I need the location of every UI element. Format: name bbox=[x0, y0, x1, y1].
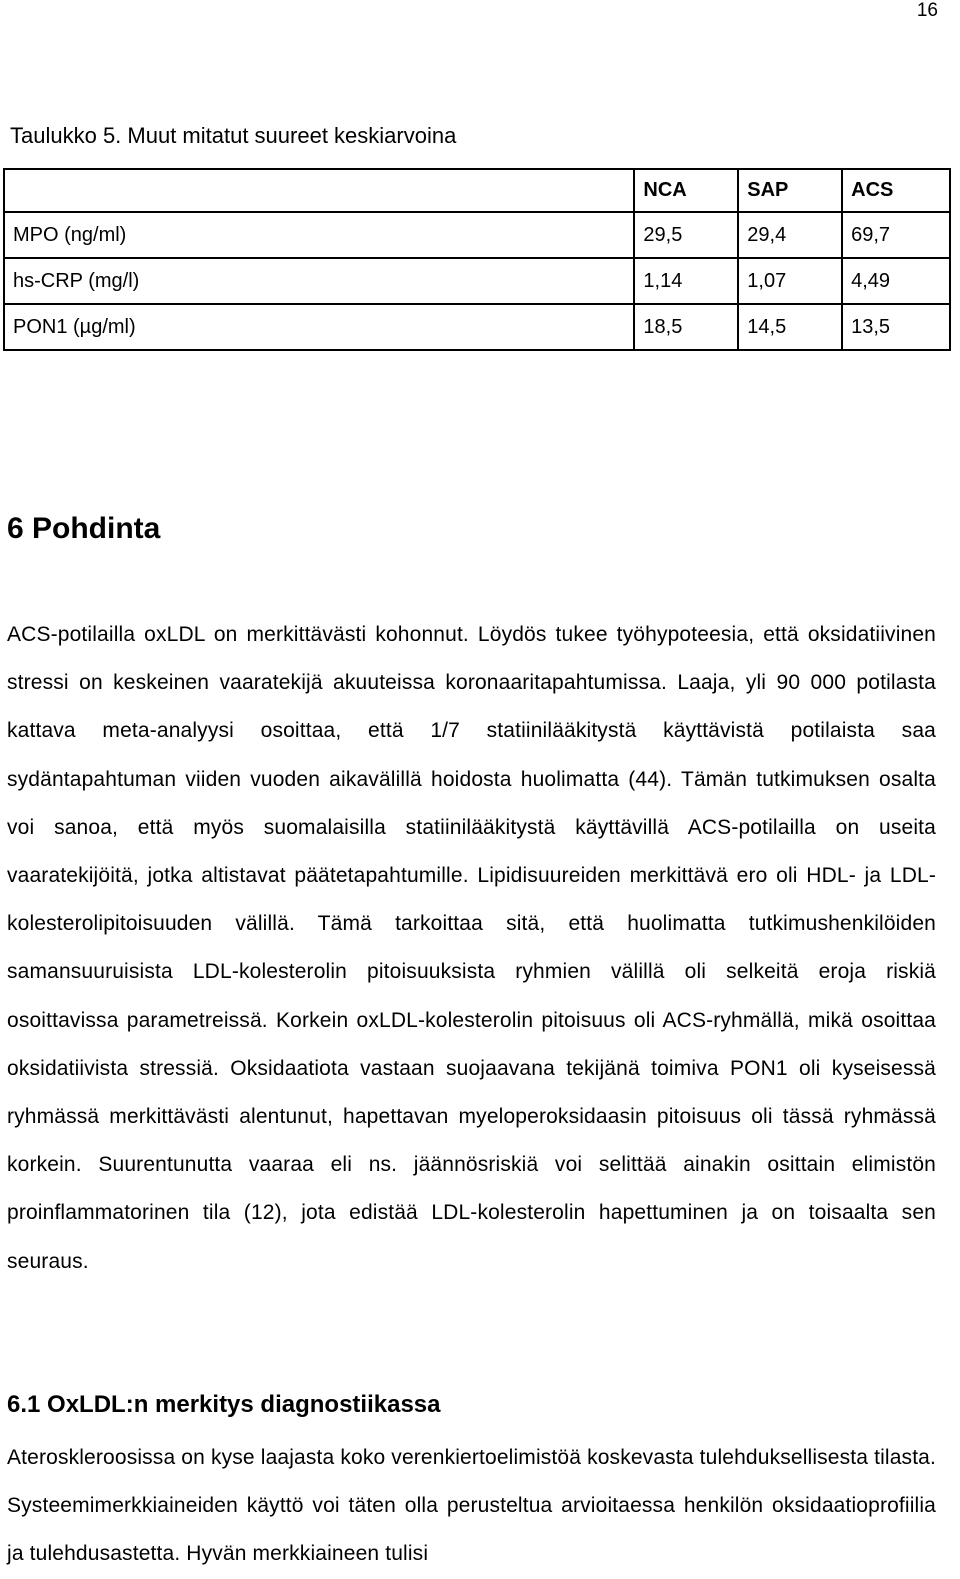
table-row bbox=[4, 258, 950, 304]
table-header-empty bbox=[4, 169, 634, 212]
cell-nca: 1,14 bbox=[634, 258, 738, 304]
cell-sap: 14,5 bbox=[738, 304, 842, 350]
table-header-nca: NCA bbox=[634, 169, 738, 212]
cell-nca: 29,5 bbox=[634, 212, 738, 258]
table-row bbox=[4, 212, 950, 258]
row-label: MPO (ng/ml) bbox=[4, 212, 634, 258]
body-paragraph: Ateroskleroosissa on kyse laajasta koko verenkiertoelimistöä koskevasta tulehduksellisesta tilasta. Systeemimerkkiaineiden käyttö voi täten olla perusteltua arvioitaessa henkilön oksidaatioprofiilia ja tulehdusastetta. Hyvän merkkiaineen tulisi bbox=[7, 1446, 936, 1566]
table-header-sap: SAP bbox=[738, 169, 842, 212]
cell-acs: 69,7 bbox=[842, 212, 950, 258]
cell-nca: 18,5 bbox=[634, 304, 738, 350]
row-label: hs-CRP (mg/l) bbox=[4, 258, 634, 304]
table-row bbox=[4, 304, 950, 350]
row-label: PON1 (µg/ml) bbox=[4, 304, 634, 350]
cell-acs: 13,5 bbox=[842, 304, 950, 350]
cell-sap: 1,07 bbox=[738, 258, 842, 304]
body-paragraph: ACS-potilailla oxLDL on merkittävästi kohonnut. Löydös tukee työhypoteesia, että oksidatiivinen stressi on keskeinen vaaratekijä akuuteissa koronaaritapahtumissa. Laaja, yli 90 000 potilasta kattava meta-analyysi osoittaa, että 1/7 statiinilääkitystä käyttävistä potilaista saa sydäntapahtuman viiden vuoden aikavälillä hoidosta huolimatta (44). Tämän tutkimuksen osalta voi sanoa, että myös suomalaisilla statiinilääkitystä käyttävillä ACS-potilailla on useita vaaratekijöitä, jotka altistavat päätetapahtumille. Lipidisuureiden merkittävä ero oli HDL- ja LDL-kolesterolipitoisuuden välillä. Tämä tarkoittaa sitä, että huolimatta tutkimushenkilöiden samansuuruisista LDL-kolesterolin pitoisuuksista ryhmien välillä oli selkeitä eroja riskiä osoittavissa parametreissä. Korkein oxLDL-kolesterolin pitoisuus oli ACS-ryhmällä, mikä osoittaa oksidatiivista stressiä. Oksidaatiota vastaan suojaavana tekijänä toimiva PON1 oli kyseisessä ryhmässä merkittävästi alentunut, hapettavan myeloperoksidaasin pitoisuus oli tässä ryhmässä korkein. Suurentunutta vaaraa eli ns. jäännösriskiä voi selittää ainakin osittain elimistön proinflammatorinen tila (12), jota edistää LDL-kolesterolin hapettuminen ja on toisaalta sen seuraus. bbox=[7, 623, 936, 1273]
page-number: 16 bbox=[916, 0, 938, 21]
results-table bbox=[3, 168, 951, 351]
section-heading: 6 Pohdinta bbox=[7, 512, 161, 545]
subsection-heading: 6.1 OxLDL:n merkitys diagnostiikassa bbox=[7, 1391, 441, 1418]
cell-acs: 4,49 bbox=[842, 258, 950, 304]
table-header-row bbox=[4, 169, 950, 212]
table-caption: Taulukko 5. Muut mitatut suureet keskiarvoina bbox=[10, 123, 457, 148]
table-header-acs: ACS bbox=[842, 169, 950, 212]
cell-sap: 29,4 bbox=[738, 212, 842, 258]
